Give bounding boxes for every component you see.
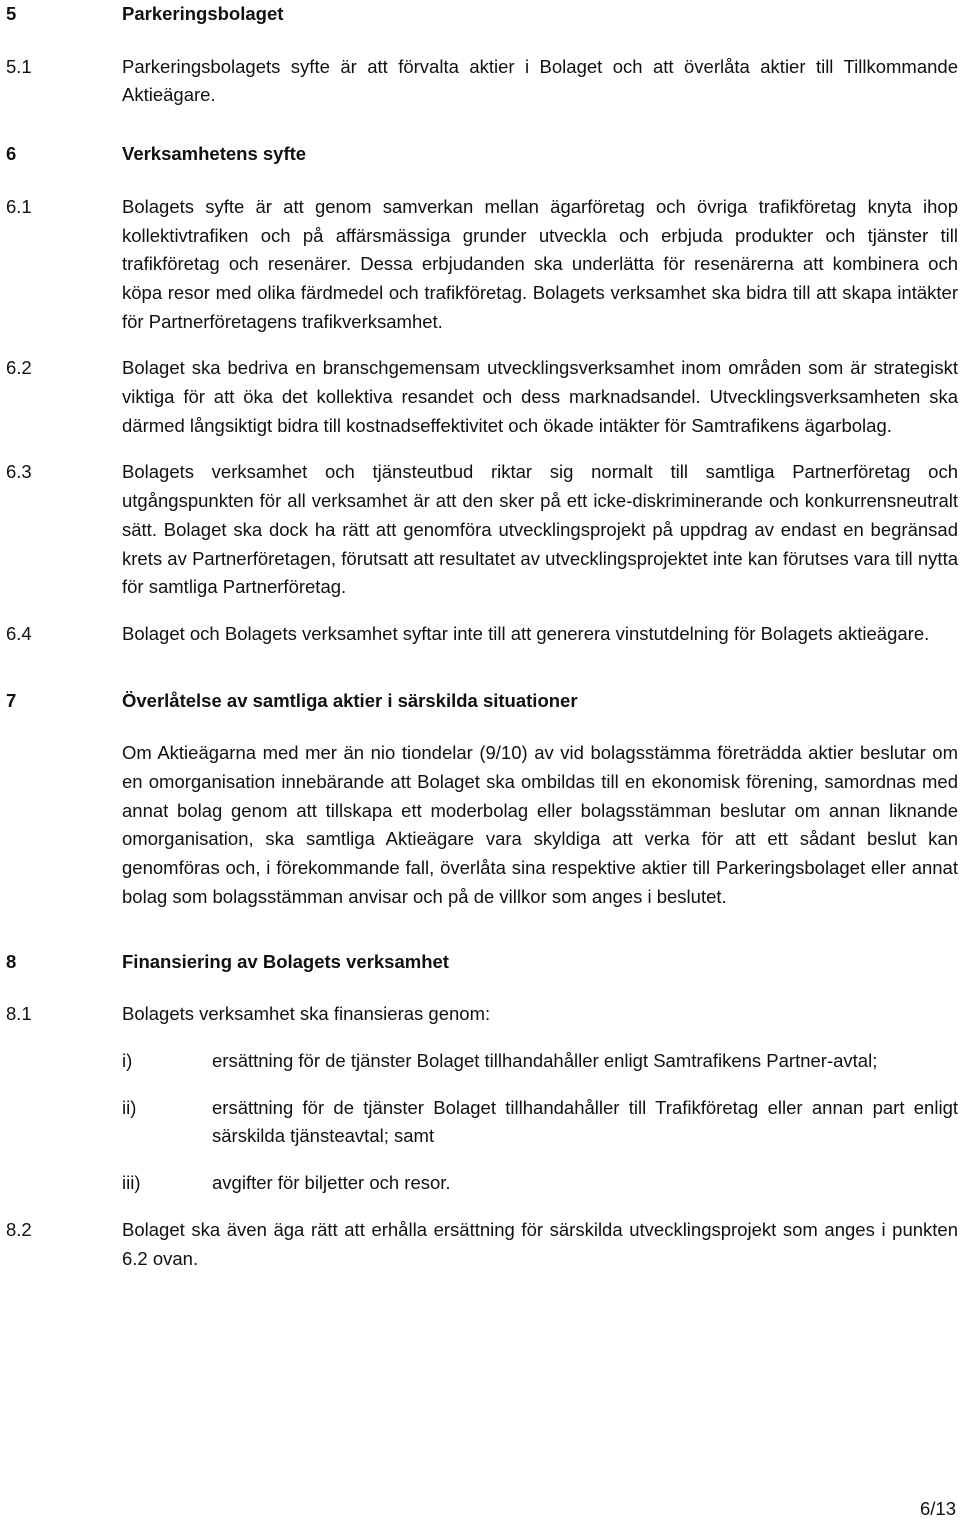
clause-number: 5.1 — [6, 55, 32, 77]
list-item-number: i) — [122, 1049, 133, 1071]
clause-5-1 — [6, 53, 958, 110]
heading-section-5 — [6, 0, 958, 29]
clause-7-body — [6, 739, 958, 911]
heading-title: Verksamhetens syfte — [122, 143, 307, 165]
item-list — [122, 1047, 958, 1198]
clause-6-1 — [6, 193, 958, 337]
page-number: 6/13 — [919, 1498, 956, 1519]
list-item-number: ii) — [122, 1096, 137, 1118]
clause-number: 6.4 — [6, 622, 32, 644]
clause-number: 8.2 — [6, 1218, 32, 1240]
clause-6-4 — [6, 620, 958, 649]
heading-title: Finansiering av Bolagets verksamhet — [122, 950, 449, 972]
clause-text: Bolagets syfte är att genom samverkan mellan ägarföretag och övriga trafikföretag knyta ihop kollektivtrafiken och på affärsmässiga grunder utveckla och erbjuda produkter och tjänster till trafikföretag och resenärer. Dessa erbjudanden ska underlätta för resenärerna att kombinera och köpa resor med olika färdmedel och trafikföretag. Bolagets verksamhet ska bidra till att skapa intäkter för Partnerföretagens trafikverksamhet. — [122, 195, 958, 332]
heading-title: Parkeringsbolaget — [122, 3, 284, 24]
document-page — [6, 0, 958, 1273]
clause-number: 6.1 — [6, 195, 32, 217]
clause-8-1 — [6, 1000, 958, 1029]
heading-section-7 — [6, 687, 958, 716]
heading-section-8 — [6, 948, 958, 977]
clause-number: 6.2 — [6, 357, 32, 379]
heading-section-6 — [6, 140, 958, 169]
list-item — [122, 1169, 958, 1198]
heading-title: Överlåtelse av samtliga aktier i särskilda situationer — [122, 689, 578, 711]
list-item-text: avgifter för biljetter och resor. — [212, 1172, 451, 1194]
list-item — [122, 1047, 958, 1076]
list-item-number: iii) — [122, 1172, 141, 1194]
list-item — [122, 1094, 958, 1151]
clause-text: Bolagets verksamhet och tjänsteutbud riktar sig normalt till samtliga Partnerföretag och utgångspunkten för all verksamhet är att den sker på ett icke-diskriminerande och konkurrensneutralt sätt. Bolaget ska dock ha rätt att genomföra utvecklingsprojekt på uppdrag av endast en begränsad krets av Partnerföretagen, förutsatt att resultatet av utvecklingsprojektet inte kan förutses vara till nytta för samtliga Partnerföretag. — [122, 461, 958, 598]
clause-8-2 — [6, 1216, 958, 1273]
clause-8-1-items — [6, 1047, 958, 1198]
clause-text: Om Aktieägarna med mer än nio tiondelar (9/10) av vid bolagsstämma företrädda aktier beslutar om en omorganisation innebärande att Bolaget ska ombildas till en ekonomisk förening, samordnas med annat bolag genom att tillskapa ett moderbolag eller bolagsstämman beslutar om annan liknande omorganisation, ska samtliga Aktieägare vara skyldiga att verka för att ett sådant beslut kan genomföras och, i förekommande fall, överlåta sina respektive aktier till Parkeringsbolaget eller annat bolag som bolagsstämman anvisar och på de villkor som anges i beslutet. — [122, 742, 958, 907]
list-item-text: ersättning för de tjänster Bolaget tillhandahåller till Trafikföretag eller annan part enligt särskilda tjänsteavtal; samt — [212, 1096, 958, 1147]
heading-number: 7 — [6, 689, 17, 711]
clause-text: Bolagets verksamhet ska finansieras genom: — [122, 1003, 491, 1025]
heading-number: 6 — [6, 143, 17, 165]
heading-number: 5 — [6, 3, 17, 24]
clause-number: 6.3 — [6, 461, 32, 483]
clause-text: Bolaget ska även äga rätt att erhålla ersättning för särskilda utvecklingsprojekt som anges i punkten 6.2 ovan. — [122, 1218, 958, 1269]
clause-text: Bolaget och Bolagets verksamhet syftar inte till att generera vinstutdelning för Bolagets aktieägare. — [122, 622, 930, 644]
clause-text: Parkeringsbolagets syfte är att förvalta aktier i Bolaget och att överlåta aktier till Tillkommande Aktieägare. — [122, 55, 958, 106]
clause-number: 8.1 — [6, 1003, 32, 1025]
clause-6-2 — [6, 354, 958, 440]
heading-number: 8 — [6, 950, 17, 972]
clause-text: Bolaget ska bedriva en branschgemensam utvecklingsverksamhet inom områden som är strategiskt viktiga för att öka det kollektiva resandet och dess marknadsandel. Utvecklingsverksamheten ska därmed långsiktigt bidra till kostnadseffektivitet och ökade intäkter för Samtrafikens ägarbolag. — [122, 357, 958, 436]
clause-6-3 — [6, 458, 958, 602]
list-item-text: ersättning för de tjänster Bolaget tillhandahåller enligt Samtrafikens Partner-avtal; — [212, 1049, 878, 1071]
